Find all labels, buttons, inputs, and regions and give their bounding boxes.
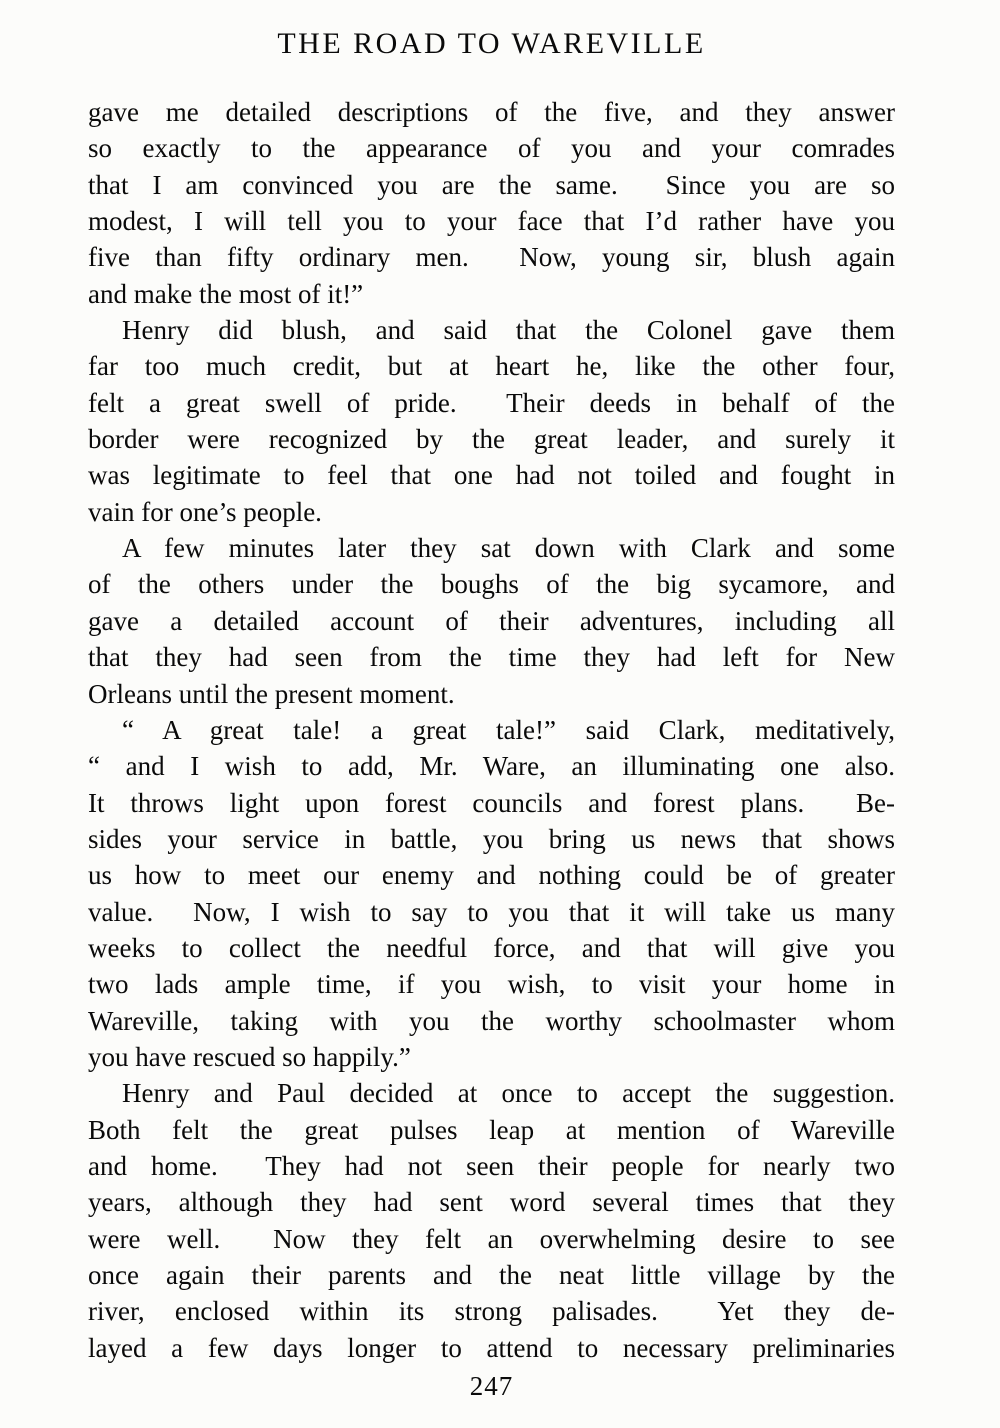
text-line: modest, I will tell you to your face that I’d rather have you — [88, 206, 895, 237]
text-line: river, enclosed within its strong palisades. Yet they de- — [88, 1296, 895, 1327]
text-line: of the others under the boughs of the big sycamore, and — [88, 569, 895, 600]
text-line: and home. They had not seen their people for nearly two — [88, 1150, 895, 1181]
text-line: that I am convinced you are the same. Since you are so — [88, 169, 895, 200]
text-line: Both felt the great pulses leap at mention of Wareville — [88, 1114, 895, 1145]
text-line: vain for one’s people. — [88, 496, 322, 527]
text-line: five than fifty ordinary men. Now, young sir, blush again — [88, 242, 895, 273]
text-line: that they had seen from the time they had left for New — [88, 642, 895, 673]
text-line: us how to meet our enemy and nothing could be of greater — [88, 860, 895, 891]
text-line: Henry did blush, and said that the Colonel gave them — [122, 315, 895, 346]
text-line: value. Now, I wish to say to you that it will take us many — [88, 896, 895, 927]
paragraph — [88, 712, 895, 1075]
text-line: sides your service in battle, you bring us news that shows — [88, 823, 895, 854]
text-line: once again their parents and the neat little village by the — [88, 1260, 895, 1290]
text-line: Orleans until the present moment. — [88, 678, 455, 709]
text-line: far too much credit, but at heart he, like the other four, — [88, 351, 895, 382]
text-line: you have rescued so happily.” — [88, 1041, 411, 1072]
text-line: weeks to collect the needful force, and that will give you — [88, 932, 895, 963]
text-line: border were recognized by the great leader, and surely it — [88, 424, 895, 455]
text-line: so exactly to the appearance of you and your comrades — [88, 133, 895, 164]
text-line: and make the most of it!” — [88, 278, 364, 309]
page-number: 247 — [469, 1371, 514, 1402]
text-line: “ A great tale! a great tale!” said Clark, meditatively, — [122, 714, 895, 745]
text-line: were well. Now they felt an overwhelming desire to see — [88, 1223, 895, 1254]
text-line: was legitimate to feel that one had not toiled and fought in — [88, 460, 895, 491]
text-line: Henry and Paul decided at once to accept the suggestion. — [122, 1078, 895, 1109]
paragraph — [88, 1075, 895, 1366]
text-line: gave me detailed descriptions of the five, and they answer — [88, 97, 895, 127]
paragraph — [88, 94, 895, 312]
text-line: It throws light upon forest councils and forest plans. Be- — [88, 787, 895, 818]
text-line: “ and I wish to add, Mr. Ware, an illuminating one also. — [88, 751, 895, 782]
page-body — [88, 94, 895, 1366]
text-line: Wareville, taking with you the worthy schoolmaster whom — [88, 1005, 895, 1036]
text-line: layed a few days longer to attend to necessary preliminaries — [88, 1332, 895, 1363]
text-line: years, although they had sent word several times that they — [88, 1187, 895, 1218]
page-title: THE ROAD TO WAREVILLE — [277, 27, 706, 60]
text-line: felt a great swell of pride. Their deeds in behalf of the — [88, 387, 895, 418]
paragraph — [88, 312, 895, 530]
text-line: two lads ample time, if you wish, to visit your home in — [88, 969, 895, 1000]
text-line: gave a detailed account of their adventures, including all — [88, 605, 895, 636]
text-line: A few minutes later they sat down with Clark and some — [122, 533, 895, 564]
paragraph — [88, 530, 895, 712]
